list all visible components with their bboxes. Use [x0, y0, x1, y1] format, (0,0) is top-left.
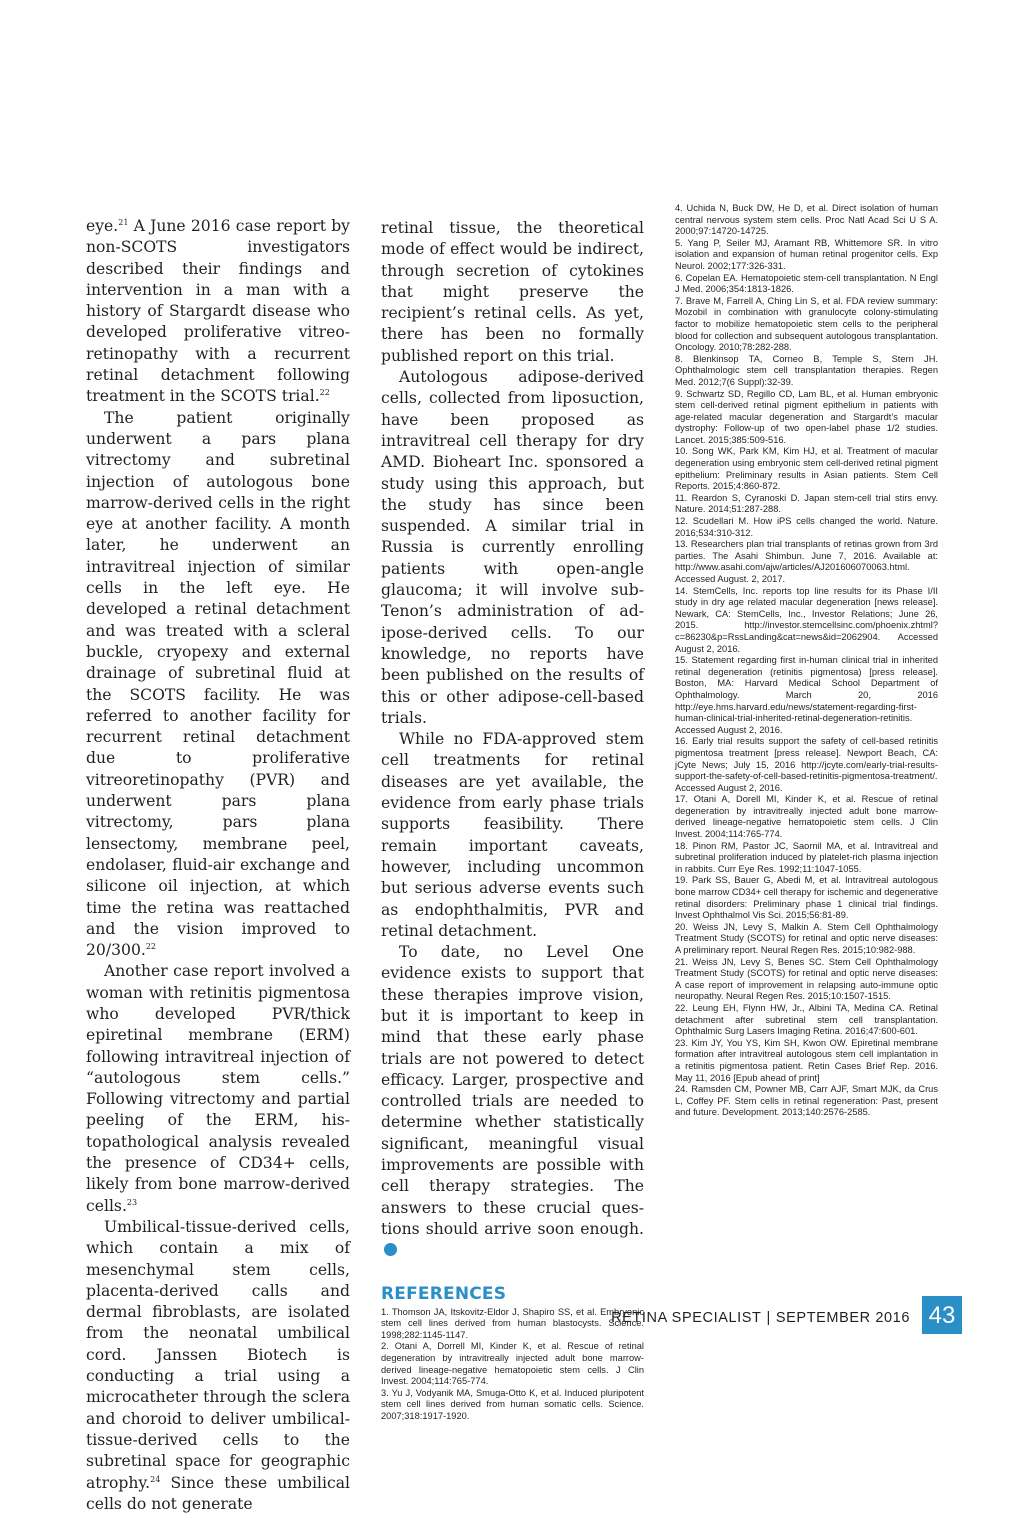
reference-item: 20. Weiss JN, Levy S, Malkin A. Stem Cell Ophthalmology Treatment Study (SCOTS) for retinal and optic nerve diseases: A preliminary report. Neural Regen Res. 2015;10:982-988.	[675, 921, 938, 955]
reference-item: 4. Uchida N, Buck DW, He D, et al. Direct isolation of human central nervous system stem cells. Proc Natl Acad Sci U S A. 2000;97:14720-14725.	[675, 203, 938, 237]
paragraph: Another case report involved a woman with retinitis pigmentosa who developed PVR/thick epiretinal membrane (ERM) following intravitreal injection of “autologous stem cells.” Following vitrectomy and partial peeling of the ERM, histopathological analysis revealed the presence of CD34+ cells, likely from bone marrow-derived cells.$^{23}$	[86, 962, 350, 1215]
paragraph: To date, no Level One evidence exists to support that these therapies improve vision, but it is important to keep in mind that these early phase trials are not powered to detect efficacy. Larger, prospective and controlled trials are needed to determine whether statistically significant, meaningful visual improvements are possible with cell therapy strategies. The answers to these crucial questions should arrive soon enough.RS	[381, 942, 644, 1261]
reference-item: 23. Kim JY, You YS, Kim SH, Kwon OW. Epiretinal membrane formation after intravitreal autologous stem cell implantation in a retinitis pigmentosa patient. Retin Cases Brief Rep. 2016. May 11, 2016 [Epub ahead of print]	[675, 1037, 938, 1083]
reference-item: 22. Leung EH, Flynn HW, Jr., Albini TA, Medina CA. Retinal detachment after subretinal stem cell transplantation. Ophthalmic Surg Lasers Imaging Retina. 2016;47:600-601.	[675, 1002, 938, 1037]
references-column	[675, 203, 938, 1119]
end-of-article-icon	[384, 1243, 397, 1256]
reference-item: 15. Statement regarding first in-human clinical trial in inherited retinal degeneration (retinitis pigmentosa) [press release]. Boston, MA: Harvard Medical School Department of Ophthalmology. March 20, 2016 http://eye.hms.harvard.edu/news/statement-regarding-first-human-clinical-trial-inherited-retinal-degeneration-retinitis. Accessed August 2, 2016.	[675, 655, 938, 735]
reference-item: 10. Song WK, Park KM, Kim HJ, et al. Treatment of macular degeneration using embryonic stem cell-derived retinal pigment epithelium: Preliminary results in Asian patients. Stem Cell Reports. 2015;4:860-872.	[675, 446, 938, 492]
reference-item: 9. Schwartz SD, Regillo CD, Lam BL, et al. Human embryonic stem cell-derived retinal pigment epithelium in patients with age-related macular degeneration and Stargardt’s macular dystrophy: Follow-up of two open-label phase 1/2 studies. Lancet. 2015;385:509-516.	[675, 388, 938, 445]
page-number: 43	[922, 1296, 962, 1334]
paragraph: retinal tissue, the theoretical mode of effect would be indirect, through secretion of cytokines that might preserve the recipient’s retinal cells. As yet, there has been no formally published report on this trial.	[381, 219, 644, 365]
references-heading: REFERENCES	[381, 1283, 507, 1304]
reference-item: 8. Blenkinsop TA, Corneo B, Temple S, Stern JH. Ophthalmologic stem cell transplantation therapies. Regen Med. 2012;7(6 Suppl):32-39.	[675, 353, 938, 387]
footer-separator: |	[766, 1310, 771, 1326]
references-list-part-2	[675, 203, 938, 1119]
paragraph: Autologous adipose-derived cells, collected from liposuction, have been proposed as intravitreal cell therapy for dry AMD. Bioheart Inc. sponsored a study using this approach, but the study has since been suspended. A similar trial in Russia is currently enrolling patients with open-angle glaucoma; it will involve sub-Tenon’s administration of adipose-derived cells. To our knowledge, no reports have been published on the results of this or other adipose-cell-based trials.	[381, 368, 644, 727]
reference-item: 16. Early trial results support the safety of cell-based retinitis pigmentosa treatment [press release]. Newport Beach, CA: jCyte News; July 15, 2016 http://jcyte.com/early-trial-results-support-the-safety-of-cell-based-retinitis-pigmentosa-treatment/. Accessed August 2, 2016.	[675, 736, 938, 793]
page-footer	[611, 1310, 910, 1326]
reference-item: 6. Copelan EA. Hematopoietic stem-cell transplantation. N Engl J Med. 2006;354:1813-1826.	[675, 272, 938, 295]
reference-item: 19. Park SS, Bauer G, Abedi M, et al. Intravitreal autologous bone marrow CD34+ cell therapy for ischemic and degenerative retinal disorders: Preliminary phase 1 clinical trial findings. Invest Ophthalmol Vis Sci. 2015;56:81-89.	[675, 875, 938, 921]
reference-item: 2. Otani A, Dorrell MI, Kinder K, et al. Rescue of retinal degeneration by intravitreally injected adult bone marrow-derived lineage-negative hematopoietic stem cells. J Clin Invest. 2004;114:765-774.	[381, 1341, 644, 1387]
paragraph: Umbilical-tissue-derived cells, which contain a mix of mesenchymal stem cells, placenta-derived calls and dermal fibroblasts, are isolated from the neonatal umbilical cord. Janssen Biotech is conducting a trial using a microcatheter through the sclera and choroid to deliver umbilical-tissue-derived cells to the subretinal space for geographic atrophy.$^{24}$ Since these umbilical cells do not generate	[86, 1217, 350, 1513]
reference-item: 11. Reardon S, Cyranoski D. Japan stem-cell trial stirs envy. Nature. 2014;51:287-288.	[675, 492, 938, 515]
reference-item: 5. Yang P, Seiler MJ, Aramant RB, Whittemore SR. In vitro isolation and expansion of human retinal progenitor cells. Exp Neurol. 2002;177:326-331.	[675, 237, 938, 271]
reference-item: 12. Scudellari M. How iPS cells changed the world. Nature. 2016;534:310-312.	[675, 516, 938, 538]
references-list-part-1	[381, 1307, 644, 1423]
reference-item: 24. Ramsden CM, Powner MB, Carr AJF, Smart MJK, da Crus L, Coffey PF. Stem cells in retinal regeneration: Past, present and future. Development. 2013;140:2576-2585.	[675, 1084, 938, 1118]
paragraph: eye.$^{21}$ A June 2016 case report by non-SCOTS investigators described their findings and intervention in a man with a history of Stargardt disease who developed proliferative vitreoretinopathy with a recurrent retinal detachment following treatment in the SCOTS trial.$^{22}$	[86, 217, 350, 406]
paragraph: While no FDA-approved stem cell treatments for retinal diseases are yet available, the evidence from early phase trials supports feasibility. There remain important caveats, however, including uncommon but serious adverse events such as endophthalmitis, PVR and retinal detachment.	[381, 730, 644, 940]
reference-item: 7. Brave M, Farrell A, Ching Lin S, et al. FDA review summary: Mozobil in combination with granulocyte colony-stimulating factor to mobilize hematopoietic stem cells to the peripheral blood for collection and subsequent autologous transplantation. Oncology. 2010;78:282-288.	[675, 295, 938, 353]
paragraph: The patient originally underwent a pars plana vitrectomy and subretinal injection of autologous bone marrow-derived cells in the right eye at another facility. A month later, he underwent an intravitreal injection of similar cells in the left eye. He developed a retinal detachment and was treated with a scleral buckle, cryopexy and external drainage of subretinal fluid at the SCOTS facility. He was referred to another facility for recurrent retinal detachment due to proliferative vitreoretinopathy (PVR) and underwent pars plana vitrectomy, pars plana lensectomy, membrane peel, endolaser, fluid-air exchange and silicone oil injection, at which time the retina was reattached and the vision improved to 20/300.22	[86, 408, 350, 960]
reference-item: 18. Pinon RM, Pastor JC, Saornil MA, et al. Intravitreal and subretinal proliferation induced by platelet-rich plasma injection in rabbits. Curr Eye Res. 1992;11:1047-1055.	[675, 840, 938, 874]
publication-name: RETINA SPECIALIST	[611, 1310, 762, 1326]
reference-item: 14. StemCells, Inc. reports top line results for its Phase I/II study in dry age related macular degeneration [news release]. Newark, CA: StemCells, Inc., Investor Relations; June 26, 2015. http://investor.stemcellsinc.com/phoenix.zhtml?c=86230&p=RssLanding&cat=news&id=2062904. Accessed August 2, 2016.	[675, 585, 938, 654]
reference-item: 21. Weiss JN, Levy S, Benes SC. Stem Cell Ophthalmology Treatment Study (SCOTS) for retinal and optic nerve diseases: A case report of improvement in relapsing auto-immune optic neuropathy. Neural Regen Res. 2015;10:1507-1515.	[675, 956, 938, 1002]
reference-item: 17. Otani A, Dorell MI, Kinder K, et al. Rescue of retinal degeneration by intravitreally injected adult bone marrow-derived lineage-negative hematopoietic stem cells. J Clin Invest. 2004;114:765-774.	[675, 794, 938, 840]
issue-date: SEPTEMBER 2016	[775, 1310, 910, 1326]
reference-item: 1. Thomson JA, Itskovitz-Eldor J, Shapiro SS, et al. Embryonic stem cell lines derived from human blastocysts. Science. 1998;282:1145-1147.	[381, 1306, 644, 1340]
article-column-1	[86, 216, 350, 1515]
article-column-2	[381, 218, 644, 1422]
reference-item: 13. Researchers plan trial transplants of retinas grown from 3rd parties. The Asahi Shimbun. June 7, 2016. Available at: http://www.asahi.com/ajw/articles/AJ201606070063.html. Accessed August. 2, 2017.	[675, 539, 938, 584]
reference-item: 3. Yu J, Vodyanik MA, Smuga-Otto K, et al. Induced pluripotent stem cell lines derived from human somatic cells. Science. 2007;318:1917-1920.	[381, 1387, 644, 1421]
